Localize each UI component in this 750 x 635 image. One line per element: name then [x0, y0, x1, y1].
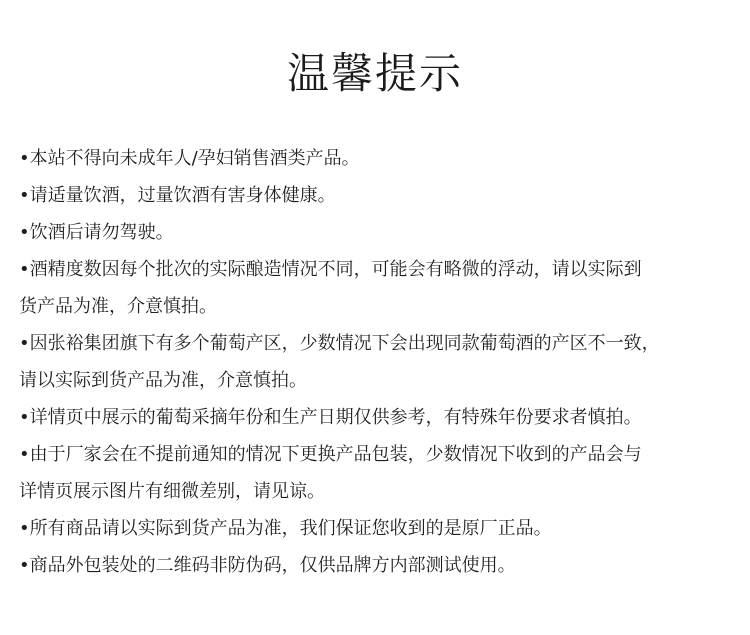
notice-line: •因张裕集团旗下有多个葡萄产区，少数情况下会出现同款葡萄酒的产区不一致，: [19, 333, 660, 354]
notice-item-9: [19, 547, 733, 584]
notice-line: •所有商品请以实际到货产品为准，我们保证您收到的是原厂正品。: [19, 518, 552, 539]
page-title: 温馨提示: [286, 49, 463, 98]
notice-item-8: [19, 510, 733, 547]
notice-line: •本站不得向未成年人/孕妇销售酒类产品。: [19, 148, 360, 169]
notice-line: •饮酒后请勿驾驶。: [19, 222, 174, 243]
notice-line: 请以实际到货产品为准，介意慎拍。: [19, 370, 307, 391]
notice-line: •商品外包装处的二维码非防伪码，仅供品牌方内部测试使用。: [19, 555, 516, 576]
notice-line: •详情页中展示的葡萄采摘年份和生产日期仅供参考，有特殊年份要求者慎拍。: [19, 407, 642, 428]
notice-list: [19, 140, 733, 584]
notice-line: 详情页展示图片有细微差别，请见谅。: [19, 481, 325, 502]
notice-item-5: [19, 325, 733, 399]
notice-line: •酒精度数因每个批次的实际酿造情况不同，可能会有略微的浮动，请以实际到: [19, 259, 642, 280]
notice-item-7: [19, 436, 733, 510]
notice-line: •请适量饮酒，过量饮酒有害身体健康。: [19, 185, 336, 206]
notice-item-6: [19, 399, 733, 436]
notice-item-1: [19, 140, 733, 177]
notice-item-2: [19, 177, 733, 214]
notice-item-4: [19, 251, 733, 325]
notice-item-3: [19, 214, 733, 251]
notice-line: 货产品为准，介意慎拍。: [19, 296, 217, 317]
notice-line: •由于厂家会在不提前通知的情况下更换产品包装，少数情况下收到的产品会与: [19, 444, 642, 465]
